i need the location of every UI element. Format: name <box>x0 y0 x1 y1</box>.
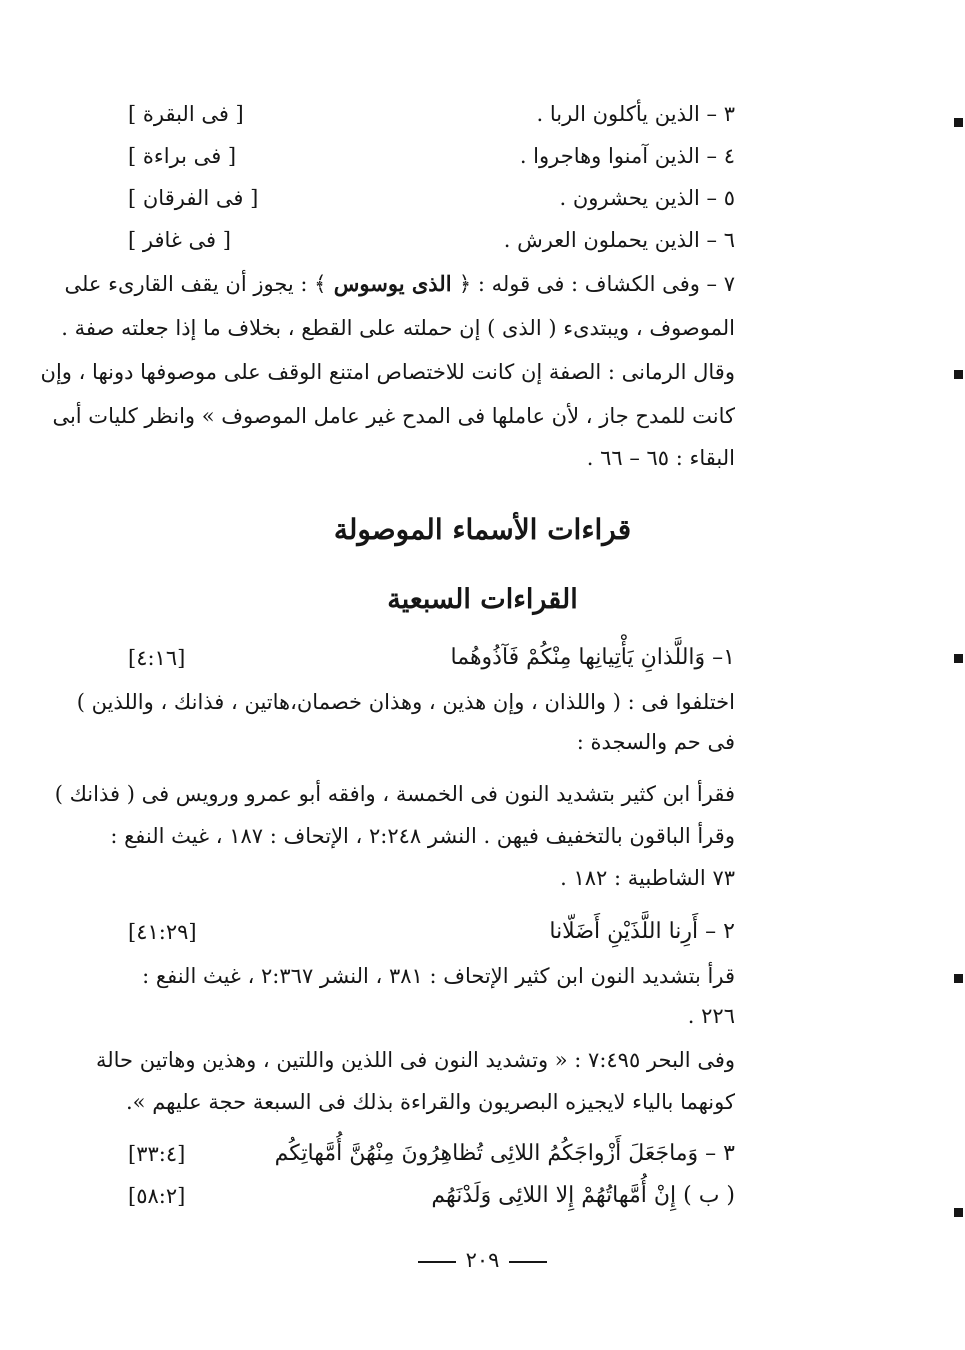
verse-reference: [٤:١٦] <box>128 646 186 670</box>
footer-dash <box>509 1261 547 1263</box>
note-paragraph-line <box>52 394 850 438</box>
verse-line <box>128 910 850 954</box>
note-paragraph-line <box>61 306 850 350</box>
body-text: فى حم والسجدة : <box>576 730 735 754</box>
body-text: وقرأ الباقون بالتخفيف فيهن . النشر ٢:٢٤٨ ، الإتحاف : ١٨٧ ، غيث النفع : <box>110 824 735 848</box>
verse-reference: [٣٣:٤] <box>128 1142 186 1166</box>
note-text: ﴾ : يجوز أن يقف القارىء على <box>64 272 327 296</box>
paragraph-line <box>128 720 850 764</box>
verse-text: ٢ – أَرِنا اللَّذَيْنِ أَضَلّانا <box>549 919 735 944</box>
note-text: الموصوف ، ويبتدىء ( الذى ) إن حملته على القطع ، بخلاف ما إذا جعلته صفة . <box>61 316 735 340</box>
note-text: ٧ – وفى الكشاف : فى قوله : ﴿ <box>458 272 735 296</box>
verse-text: ٣ – وَماجَعَلَ أَزْواجَكُمُ اللائِى تُظاهِرُونَ مِنْهُنَّ أُمَّهاتِكُم <box>274 1141 735 1166</box>
body-text: ٢٢٦ . <box>687 1004 735 1028</box>
list-item <box>128 176 850 220</box>
verse-text: ( ب ) إِنْ أُمَّهاتُهُمْ إِلا اللائِى وَلَدْنَهُم <box>431 1183 735 1208</box>
paragraph-line <box>96 1038 850 1082</box>
body-text: ٧٣ الشاطبية : ١٨٢ . <box>560 866 735 890</box>
verse-line <box>128 1132 850 1176</box>
list-item-text: ٦ – الذين يحملون العرش . <box>503 228 735 252</box>
footer-dash <box>418 1261 456 1263</box>
paragraph-line <box>76 680 850 724</box>
paragraph-line <box>128 994 850 1038</box>
note-text: كانت للمدح جاز ، لأن عاملها فى المدح غير عامل الموصوف » وانظر كليات أبى <box>52 404 735 428</box>
paragraph-line <box>128 954 850 998</box>
paragraph-line <box>128 856 850 900</box>
subsection-heading: القراءات السبعية <box>387 584 578 615</box>
list-item-text: ٥ – الذين يحشرون . <box>559 186 735 210</box>
paragraph-line <box>54 772 850 816</box>
list-item <box>128 134 850 178</box>
verse-line <box>128 1174 850 1218</box>
page-number: ٢٠٩ <box>465 1248 500 1272</box>
body-text: اختلفوا فى : ( واللذان ، وإن هذين ، وهذان خصمان،هاتين ، فذانك ، واللذين ) <box>76 690 735 714</box>
note-text: وقال الرمانى : الصفة إن كانت للاختصاص امتنع الوقف على موصوفها دونها ، وإن <box>40 360 735 384</box>
surah-reference: [ فى غافر ] <box>128 228 231 252</box>
note-text: البقاء : ٦٥ – ٦٦ . <box>586 446 735 470</box>
surah-reference: [ فى البقرة ] <box>128 102 244 126</box>
note-paragraph-line <box>128 436 850 480</box>
note-paragraph-line <box>40 350 850 394</box>
binding-mark <box>954 974 963 983</box>
paragraph-line <box>128 1080 850 1124</box>
paragraph-line <box>110 814 850 858</box>
page-number-footer <box>0 1242 965 1278</box>
section-heading: قراءات الأسماء الموصولة <box>333 513 632 546</box>
list-item-text: ٤ – الذين آمنوا وهاجروا . <box>519 144 735 168</box>
body-text: كونهما بالياء لايجيزه البصريون والقراءة بذلك فى السبعة حجة عليهم ». <box>126 1090 735 1114</box>
body-text: وفى البحر ٧:٤٩٥ : « وتشديد النون فى اللذين واللتين ، وهذين وهاتين حالة <box>96 1048 735 1072</box>
binding-mark <box>954 1208 963 1217</box>
verse-reference: [٥٨:٢] <box>128 1184 186 1208</box>
binding-mark <box>954 654 963 663</box>
body-text: قرأ بتشديد النون ابن كثير الإتحاف : ٣٨١ ، النشر ٢:٣٦٧ ، غيث النفع : <box>142 964 735 988</box>
note-paragraph-line <box>64 262 850 306</box>
binding-mark <box>954 118 963 127</box>
list-item <box>128 218 850 262</box>
verse-line <box>128 636 850 680</box>
quoted-verse: الذى يوسوس <box>326 271 459 296</box>
list-item <box>128 92 850 136</box>
surah-reference: [ فى براءة ] <box>128 144 237 168</box>
binding-mark <box>954 370 963 379</box>
verse-text: ١– وَاللَّذانِ يَأْتِيانِها مِنْكُمْ فَآذُوهُما <box>450 645 735 670</box>
surah-reference: [ فى الفرقان ] <box>128 186 259 210</box>
body-text: فقرأ ابن كثير بتشديد النون فى الخمسة ، وافقه أبو عمرو ورويس فى ( فذانك ) <box>54 782 735 806</box>
list-item-text: ٣ – الذين يأكلون الربا . <box>536 102 735 126</box>
verse-reference: [٤١:٢٩] <box>128 920 197 944</box>
